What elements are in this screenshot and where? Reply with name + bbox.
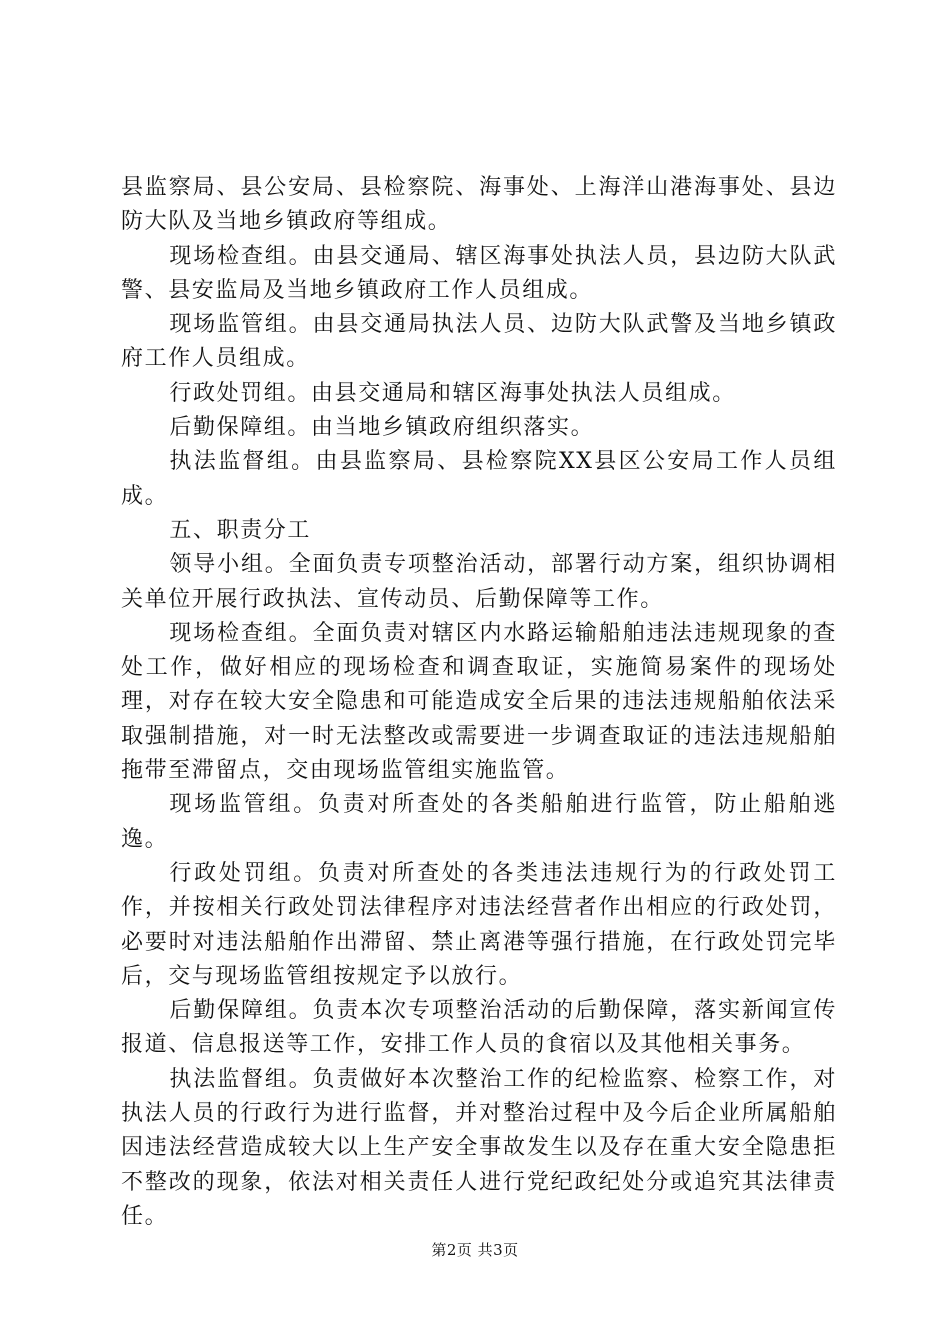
paragraph-enforcement-oversight-group: 执法监督组。由县监察局、县检察院XX县区公安局工作人员组成。 [121,449,837,509]
paragraph-continuation: 县监察局、县公安局、县检察院、海事处、上海洋山港海事处、县边防大队及当地乡镇政府等组成。 [121,175,837,235]
paragraph-site-supervision-duties: 现场监管组。负责对所查处的各类船舶进行监管，防止船舶逃逸。 [121,792,837,852]
paragraph-enforcement-oversight-duties: 执法监督组。负责做好本次整治工作的纪检监察、检察工作，对执法人员的行政行为进行监督，并对整治过程中及今后企业所属船舶因违法经营造成较大以上生产安全事故发生以及存在重大安全隐患拒不整改的现象，依法对相关责任人进行党纪政纪处分或追究其法律责任。 [121,1066,837,1229]
paragraph-admin-penalty-group: 行政处罚组。由县交通局和辖区海事处执法人员组成。 [169,380,736,406]
paragraph-site-inspection-duties: 现场检查组。全面负责对辖区内水路运输船舶违法违规现象的查处工作，做好相应的现场检查和调查取证，实施简易案件的现场处理，对存在较大安全隐患和可能造成安全后果的违法违规船舶依法采取强制措施，对一时无法整改或需要进一步调查取证的违法违规船舶拖带至滞留点，交由现场监管组实施监管。 [121,620,837,784]
paragraph-site-supervision-group: 现场监管组。由县交通局执法人员、边防大队武警及当地乡镇政府工作人员组成。 [121,312,837,372]
paragraph-site-inspection-group: 现场检查组。由县交通局、辖区海事处执法人员，县边防大队武警、县安监局及当地乡镇政府工作人员组成。 [121,243,837,303]
paragraph-logistics-group: 后勤保障组。由当地乡镇政府组织落实。 [169,415,595,441]
page-number-footer: 第2页 共3页 [431,1241,519,1259]
paragraph-logistics-duties: 后勤保障组。负责本次专项整治活动的后勤保障，落实新闻宣传报道、信息报送等工作，安排工作人员的食宿以及其他相关事务。 [121,998,837,1058]
paragraph-admin-penalty-duties: 行政处罚组。负责对所查处的各类违法违规行为的行政处罚工作，并按相关行政处罚法律程序对违法经营者作出相应的行政处罚，必要时对违法船舶作出滞留、禁止离港等强行措施，在行政处罚完毕后，交与现场监管组按规定予以放行。 [121,860,837,989]
section-heading-duties: 五、职责分工 [169,517,311,543]
paragraph-leading-group-duties: 领导小组。全面负责专项整治活动，部署行动方案，组织协调相关单位开展行政执法、宣传动员、后勤保障等工作。 [121,552,837,612]
document-body [121,171,837,1234]
